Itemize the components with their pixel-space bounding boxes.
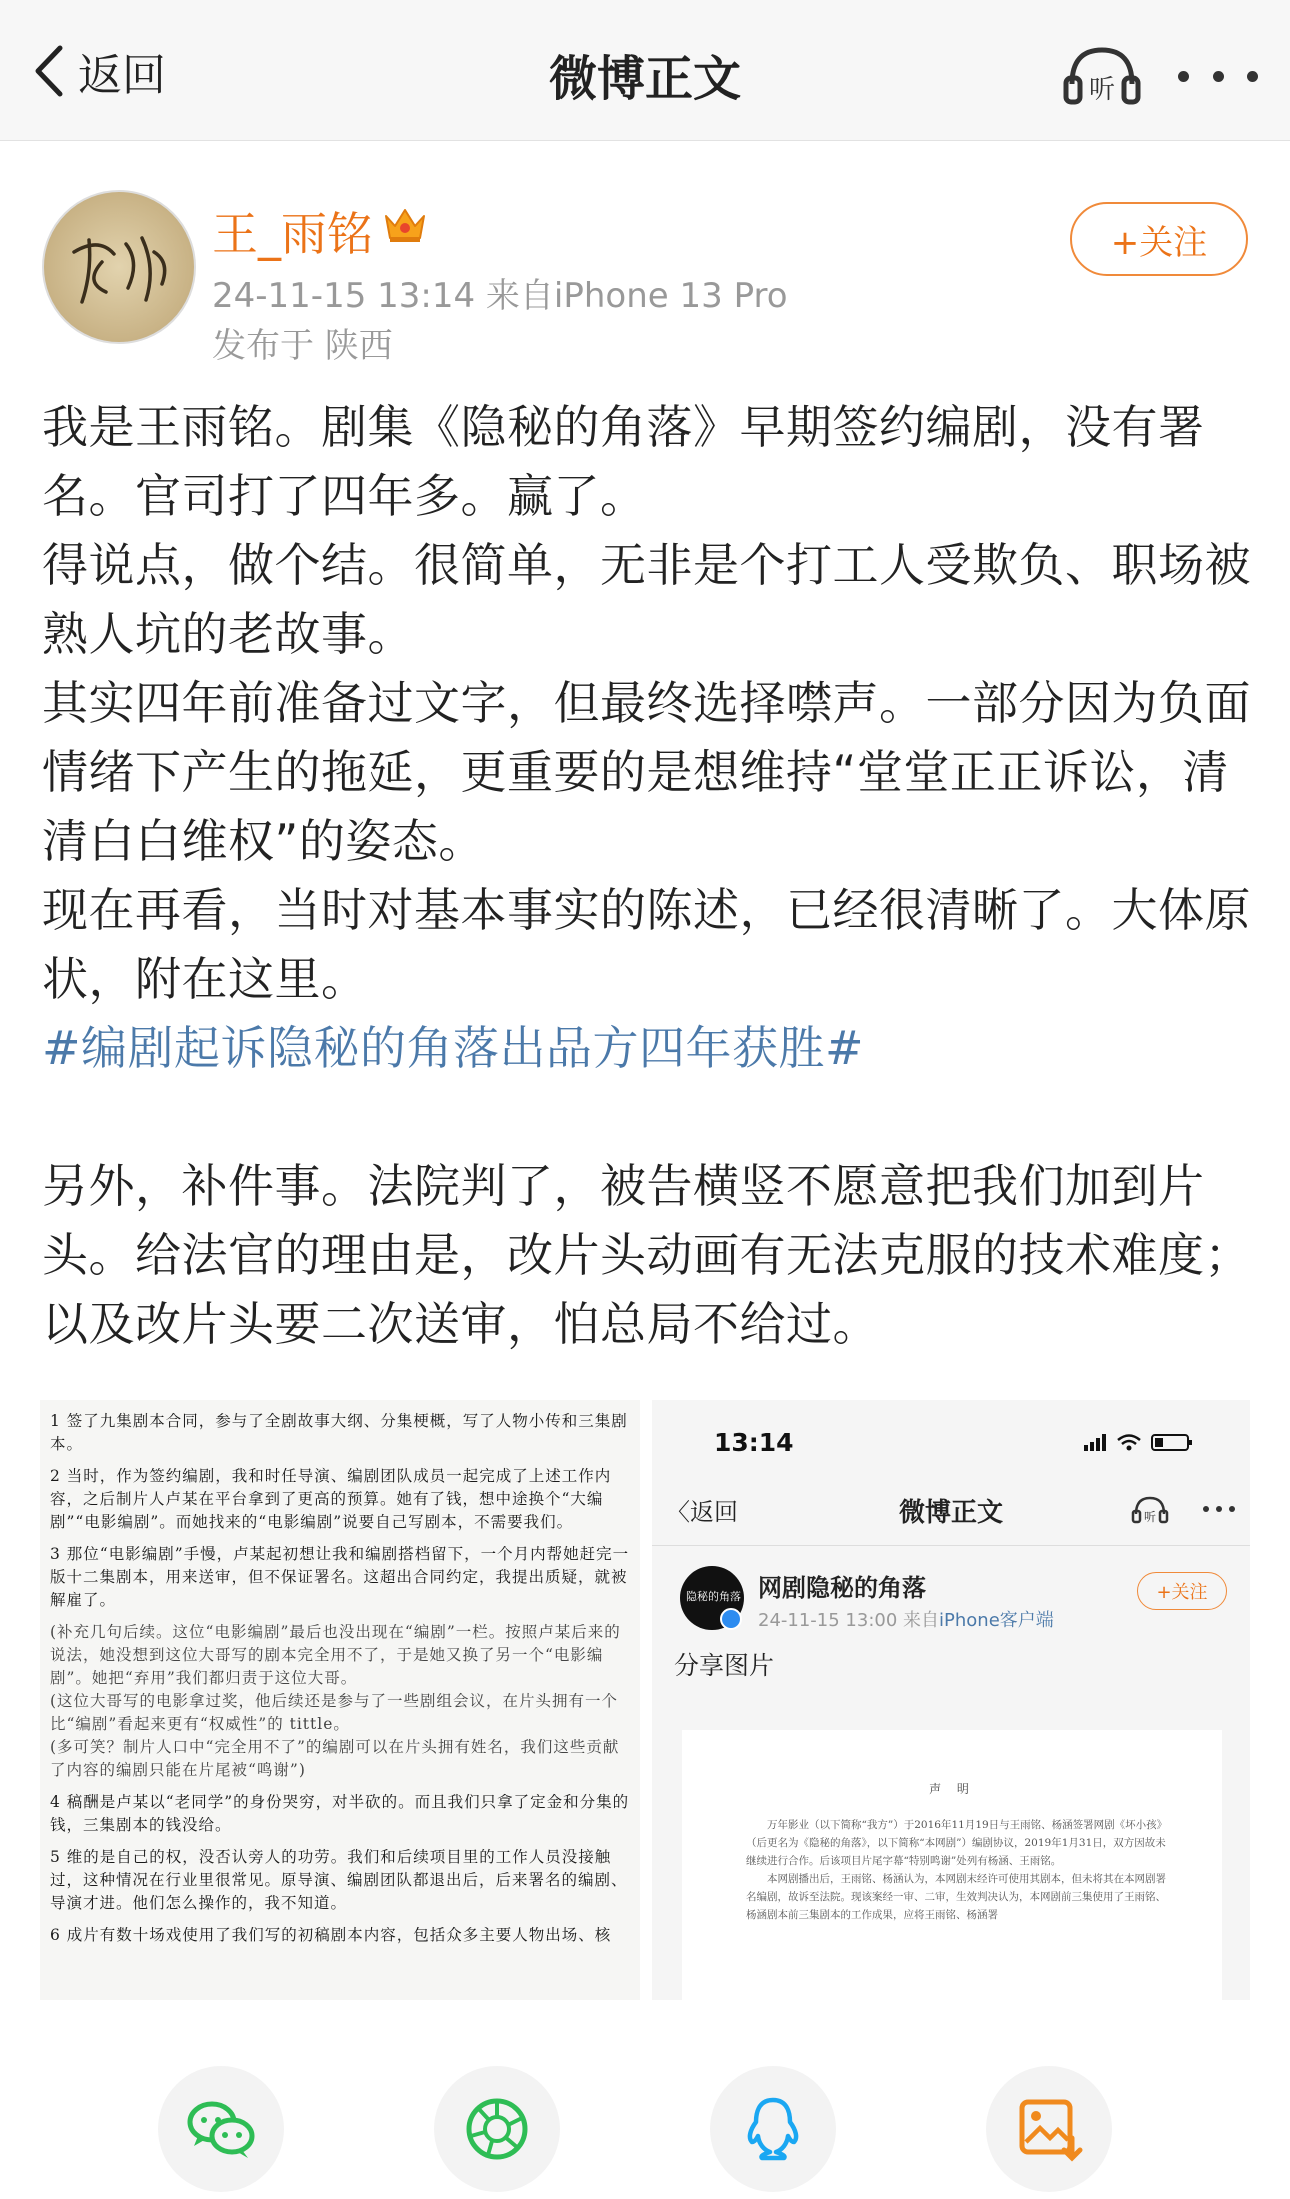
back-label: 返回 [78, 50, 166, 101]
author-name[interactable]: 王_雨铭 [212, 207, 373, 261]
wechat-icon [184, 2092, 258, 2166]
doc-line: 3 那位“电影编剧”手慢，卢某起初想让我和编剧搭档留下，一个月内帮她赶完一版十二集剧本，用来送审，但不保证署名。这超出合同约定，我提出质疑，就被解雇了。 [50, 1545, 630, 1609]
page-title: 微博正文 [548, 51, 741, 107]
svg-text:手谢: 手谢 [118, 327, 120, 328]
statement-document [50, 1410, 635, 1956]
screenshot-follow: +关注 [1137, 1572, 1227, 1610]
nav-bar [0, 0, 1290, 141]
save-image-icon [1012, 2092, 1086, 2166]
more-dot-icon [1178, 71, 1189, 82]
wifi-icon [1118, 1436, 1140, 1445]
doc-line: 4 稿酬是卢某以“老同学”的身份哭穷，对半砍的。而且我们只拿了定金和分集的钱，三集剧本的钱没给。 [50, 1793, 630, 1834]
more-button[interactable] [1178, 44, 1258, 108]
post-body [42, 393, 1257, 1359]
screenshot-text: 分享图片 [674, 1651, 775, 1680]
screenshot-title: 微博正文 [898, 1498, 1003, 1528]
post-paragraph: 另外，补件事。法院判了，被告横竖不愿意把我们加到片头。给法官的理由是，改片头动画有无法克服的技术难度；以及改片头要二次送审，怕总局不给过。 [42, 1159, 1251, 1351]
doc-line: 5 维的是自己的权，没否认旁人的功劳。我们和后续项目里的工作人员没接触过，这种情况在行业里很常见。原导演、编剧团队都退出后，后来署名的编剧、导演才进。他们怎么操作的，我不知道。 [50, 1848, 628, 1912]
statement-title: 声 明 [929, 1782, 975, 1796]
statement-body [746, 1816, 1166, 1924]
moments-icon [460, 2092, 534, 2166]
more-dot-icon [1213, 71, 1224, 82]
screenshot-nav-icons [1130, 1494, 1240, 1524]
doc-note: (多可笑？制片人口中“完全用不了”的编剧可以在片头拥有姓名，我们这些贡献了内容的编剧只能在片尾被“鸣谢”) [50, 1738, 620, 1779]
listen-icon[interactable] [1062, 44, 1142, 108]
svg-text:听: 听 [1143, 1510, 1157, 1524]
paragraph-gap [42, 1083, 1257, 1152]
doc-line: 2 当时，作为签约编剧，我和时任导演、编剧团队成员一起完成了上述工作内容，之后制片人卢某在平台拿到了更高的预算。她有了钱，想中途换个“大编剧”“电影编剧”。而她找来的“电影编剧”说要自己写剧本，不需要我们。 [50, 1467, 612, 1531]
statement-paragraph: 本网剧播出后，王雨铭、杨涵认为，本网剧末经许可使用其剧本，但未将其在本网剧署名编剧，故诉至法院。现该案经一审、二审，生效判决认为，本网剧前三集使用了王雨铭、杨涵剧本前三集剧本的工作成果，应将王雨铭、杨涵署 [746, 1873, 1166, 1921]
screenshot-author: 网剧隐秘的角落 [758, 1574, 926, 1602]
screenshot-status-time: 13:14 [714, 1428, 794, 1457]
post-time-source: 24-11-15 13:14 来自iPhone 13 Pro [212, 276, 788, 316]
doc-line: 1 签了九集剧本合同，参与了全剧故事大纲、分集梗概，写了人物小传和三集剧本。 [50, 1412, 628, 1453]
post-paragraph: 其实四年前准备过文字，但最终选择噤声。一部分因为负面情绪下产生的拖延，更重要的是想维持“堂堂正正诉讼，清清白白维权”的姿态。 [42, 676, 1251, 868]
share-moments-button[interactable] [434, 2066, 560, 2192]
post-paragraph: 得说点，做个结。很简单，无非是个打工人受欺负、职场被熟人坑的老故事。 [42, 538, 1251, 661]
post-paragraph: 我是王雨铭。剧集《隐秘的角落》早期签约编剧，没有署名。官司打了四年多。赢了。 [42, 400, 1205, 523]
share-qq-button[interactable] [710, 2066, 836, 2192]
post-location: 发布于 陕西 [212, 326, 393, 366]
share-wechat-button[interactable] [158, 2066, 284, 2192]
screenshot-statement-doc [682, 1730, 1222, 2000]
status-icons [1082, 1432, 1202, 1452]
screenshot-back: 〈返回 [666, 1498, 738, 1526]
divider [652, 1545, 1250, 1546]
more-dot-icon [1247, 71, 1258, 82]
post-image-screenshot[interactable] [652, 1400, 1250, 2000]
qq-icon [736, 2092, 810, 2166]
author-avatar[interactable] [42, 190, 196, 344]
doc-note: (这位大哥写的电影拿过奖，他后续还是参与了一些剧组会议，在片头拥有一个比“编剧”看起来更有“权威性”的 tittle。 [50, 1692, 619, 1733]
doc-line: 6 成片有数十场戏使用了我们写的初稿剧本内容，包括众多主要人物出场、核 [50, 1926, 612, 1944]
screenshot-meta: 24-11-15 13:00 来自iPhone客户端 [758, 1610, 1054, 1631]
post-paragraph: 现在再看，当时对基本事实的陈述，已经很清晰了。大体原状，附在这里。 [42, 883, 1251, 1006]
more-icon [1203, 1506, 1209, 1512]
avatar-signature [44, 192, 194, 342]
screenshot-avatar: 隐秘的角落 [680, 1566, 744, 1630]
signal-icon [1084, 1445, 1088, 1451]
chevron-left-icon: 〈 [666, 1498, 690, 1526]
vip-crown-icon [382, 204, 428, 244]
listen-icon-label: 听 [1088, 75, 1116, 105]
post-image-statement[interactable] [40, 1400, 640, 2000]
doc-note: (补充几句后续。这位“电影编剧”最后也没出现在“编剧”一栏。按照卢某后来的说法，她没想到这位大哥写的剧本完全用不了，于是她又换了另一个“电影编剧”。她把“弃用”我们都归责于这位大哥。 [50, 1623, 621, 1687]
save-image-button[interactable] [986, 2066, 1112, 2192]
statement-paragraph: 万年影业（以下简称“我方”）于2016年11月19日与王雨铭、杨涵签署网剧《坏小孩》（后更名为《隐秘的角落》，以下简称“本网剧”）编剧协议，2019年1月31日，双方因故未继续进行合作。后该项目片尾字幕“特别鸣谢”处列有杨涵、王雨铭。 [746, 1819, 1166, 1867]
verified-badge-icon [720, 1608, 742, 1630]
follow-button[interactable]: +关注 [1070, 202, 1248, 276]
topic-hashtag-link[interactable]: #编剧起诉隐秘的角落出品方四年获胜# [42, 1021, 865, 1075]
